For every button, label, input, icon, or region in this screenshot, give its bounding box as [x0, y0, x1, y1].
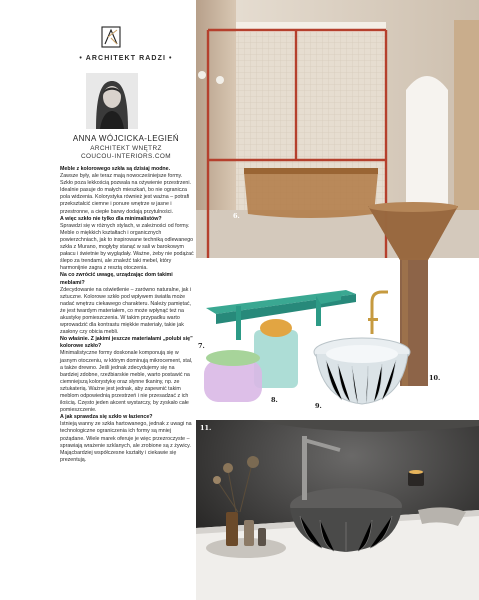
answer-3: Zdecydowanie na oświetlenie – zarówno naturalne, jak i sztuczne. Kolorowe szkło pod wpływem światła może nadać wnętrzu ciekawego charakteru. Należy pamiętać, że jest twardym materiałem, co może wpłynąć też na akustykę pomieszczenia. W takim przypadku warto wprowadzić dla kontrastu miękkie materiały, takie jak zasłony czy obicia mebli. [60, 286, 192, 336]
vanity-sink-photo [196, 420, 479, 600]
question-3: Na co zwrócić uwagę, urządzając dom takimi meblami? [60, 272, 173, 286]
ak-monogram-logo [101, 26, 121, 48]
author-website[interactable]: COUCOU-INTERIORS.COM [80, 153, 171, 160]
article-body [60, 166, 194, 464]
label-7: 7. [198, 342, 205, 350]
glass-jars-photo [196, 316, 304, 408]
question-1: Meble z kolorowego szkła są dzisiaj modne. [60, 166, 171, 172]
label-6: 6. [233, 212, 240, 220]
author-role: ARCHITEKT WNĘTRZ [90, 145, 162, 152]
label-8: 8. [271, 396, 278, 404]
gold-faucet-photo [356, 288, 392, 334]
answer-4: Minimalistyczne formy doskonale komponują się w jasnym otoczeniu, w którym dominują mikrocement, stal, a także drewno. Jeśli jednak zdecydujemy się na bardziej zdobne, rzeźbiarskie meble, warto postawić na ciemniejszą kolorystykę oraz słynne tkaniny, np. ze sztukaterią. Ważne jest jednak, aby zapewnić takim meblom odpowiednią przestrzeń i nie przesadzać z ich ilością. Często jeden akcent wystarczy, by zyskało całe pomieszczenie. [60, 350, 193, 414]
question-4: No właśnie. Z jakimi jeszcze materiałami „polubi się” kolorowe szkło? [60, 336, 193, 350]
answer-1: Zawsze były, ale teraz mają nowocześniejsze formy. Szkło poza lekkością pozwala na ożywienie przestrzeni. Idealnie pasuje do małych mieszkań, bo nie ogranicza pola widzenia. Kolorystyka również jest ważna – potrafi przekształcić ciemne i ponure wnętrze w jasne i przestronne, a ciepłe barwy dodają przytulności. [60, 173, 192, 215]
answer-5: Istnieją wanny ze szkła hartowanego, jednak z uwagi na technologiczne ograniczenia ich formy są mniej pożądane. Wiele marek oferuje je więc przezroczyste – sprawiają wrażenie szklanych, ale zrobione są z żywicy. Mającbardziej współczesne kształty i ciekawie się prezentują. [60, 421, 192, 463]
label-10: 10. [429, 374, 441, 382]
question-5: A jak sprawdza się szkło w łazience? [60, 414, 153, 421]
answer-2: Sprawdzi się w różnych stylach, w zależności od formy. Meble o miękkich kształtach i organicznych powierzchniach, jak to inspirowane techniką odlewanego szkła z Murano, mogłyby stanąć w sali w barokowym pałacu i świetnie by wyglądały. Ważne, żeby nie podążać ślepo za trendami, ale znaleźć taki mebel, który harmonijnie zagra z resztą otoczenia. [60, 222, 194, 272]
label-11: 11. [200, 424, 212, 432]
author-name: ANNA WÓJCICKA-LEGIEŃ [72, 134, 180, 143]
label-9: 9. [315, 402, 322, 410]
section-kicker: • ARCHITEKT RADZI • [79, 55, 173, 62]
author-portrait [86, 73, 138, 129]
question-2: A więc szkło nie tylko dla minimalistów? [60, 215, 162, 222]
ribbed-glass-sink-photo [312, 330, 414, 414]
